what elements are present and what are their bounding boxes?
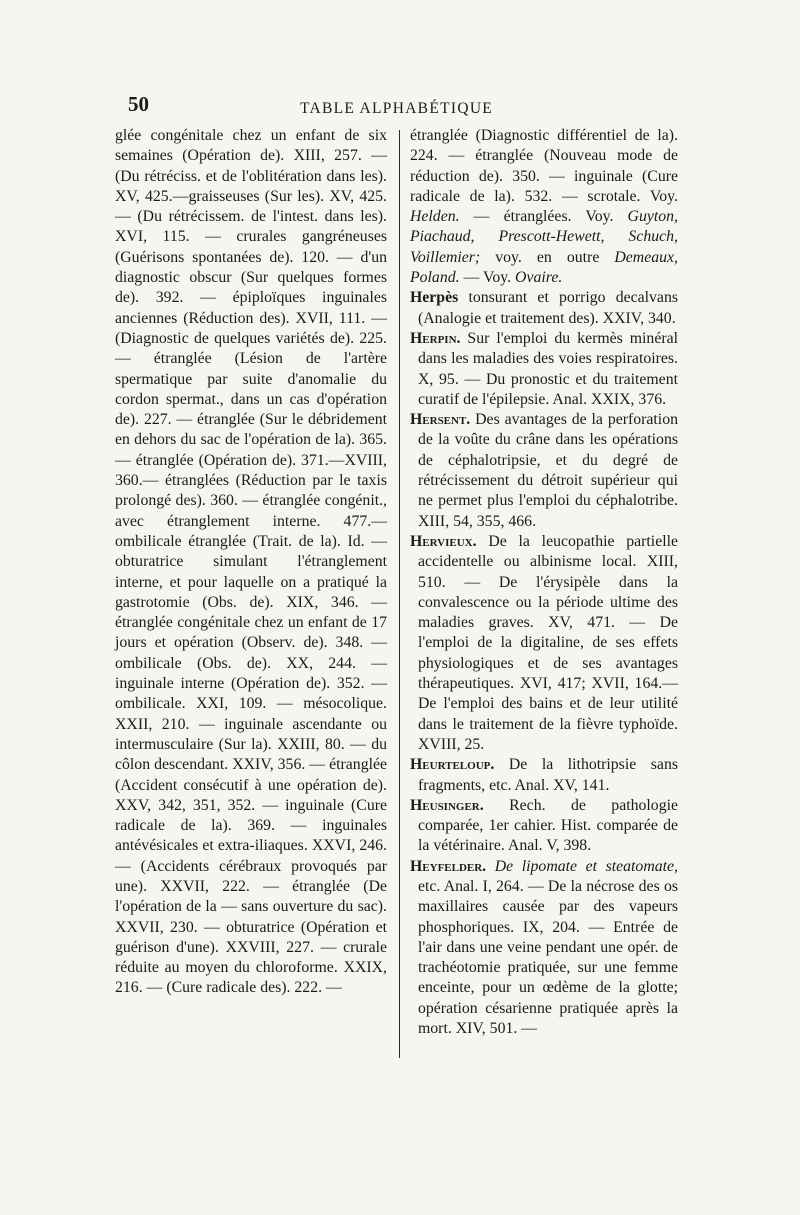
entry-headword: Herpin. (410, 329, 461, 347)
continuation-text-c: voy. en outre (480, 248, 615, 266)
entry-text: De la leucopathie partielle accidentelle ou albinisme local. XIII, 510. — De l'érysipèle dans la convalescence ou la période ultime des maladies graves. XV, 471. — De l'emploi de la digitaline, de ses effets physiologiques et de ses avantages thérapeutiques. XVI, 417; XVII, 164.—De l'emploi des bains et de leur utilité dans le traitement de la fièvre typhoïde. XVIII, 25. (418, 532, 678, 753)
entry-text: etc. Anal. I, 264. — De la nécrose des os maxillaires causée par des vapeurs phosphoriques. IX, 204. — Entrée de l'air dans une veine pendant une opér. de trachéotomie pratiquée, sur une femme enceinte, pour un œdème de la glotte; opération césarienne pratiquée après la mort. XIV, 501. — (418, 877, 678, 1038)
right-column (410, 126, 678, 1039)
entry-headword: Hervieux. (410, 532, 477, 550)
entry-text: Des avantages de la perforation de la voûte du crâne dans les opérations de céphalotripsie, et du degré de rétrécissement du détroit supérieur qui ne permet plus l'emploi du céphalotribe. XIII, 54, 355, 466. (418, 411, 678, 530)
entry-headword: Hersent. (410, 411, 471, 429)
index-entry-heurteloup (410, 755, 678, 796)
entry-text: De la lithotripsie sans fragments, etc. Anal. XV, 141. (418, 756, 678, 794)
index-entry-herpin (410, 329, 678, 410)
entry-headword: Heyfelder. (410, 857, 487, 875)
index-entry-heusinger (410, 796, 678, 857)
index-entry-hervieux (410, 532, 678, 755)
continuation-text-b: — étranglées. Voy. (459, 208, 628, 226)
continuation-paragraph (410, 126, 678, 288)
entry-text: Rech. de pathologie comparée, 1er cahier. Hist. comparée de la vétérinaire. Anal. V, 398. (418, 796, 678, 855)
page-number: 50 (128, 92, 149, 116)
index-entry-herpes (410, 288, 678, 329)
left-column (115, 126, 387, 999)
continuation-italic-3: Demeaux, Poland. (410, 248, 678, 287)
column-divider (399, 130, 400, 1058)
left-column-text: glée congénitale chez un enfant de six semaines (Opération de). XIII, 257. — (Du rétréciss. et de l'oblitération dans les). XV, 425.—graisseuses (Sur les). XV, 425. — (Du rétrécissem. de l'intest. dans les). XVI, 115. — crurales gangréneuses (Guérisons spontanées de). 120. — d'un diagnostic obscur (Sur quelques formes de). 392. — épiploïques inguinales anciennes (Réduction des). XVII, 111. — (Diagnostic de quelques variétés de). 225. — étranglée (Lésion de l'artère spermatique par suite d'anomalie du cordon spermat., dans un cas d'opération de). 227. — étranglée (Sur le débridement en dehors du sac de l'opération de la). 365. — étranglée (Opération de). 371.—XVIII, 360.— étranglées (Réduction par le taxis prolongé des). 360. — étranglée congénit., avec étranglement interne. 477.— ombilicale étranglée (Trait. de la). Id. — obturatrice simulant l'étranglement interne, et pour laquelle on a pratiqué la gastrotomie (Obs. de). XIX, 346. — étranglée congénitale chez un enfant de 17 jours et opération (Observ. de). 348. — ombilicale (Obs. de). XX, 244. — inguinale interne (Opération de). 352. — ombilicale. XXI, 109. — mésocolique. XXII, 210. — inguinale ascendante ou intermusculaire (Sur la). XXIII, 80. — du côlon descendant. XXIV, 356. — étranglée (Accident consécutif à une opération de). XXV, 342, 351, 352. — inguinale (Cure radicale de la). 369. — inguinales antévésicales et extra-iliaques. XXVI, 246. — (Accidents cérébraux provoqués par une). XXVII, 222. — étranglée (De l'opération de la — sans ouverture du sac). XXVII, 230. — obturatrice (Opération et guérison d'une). XXVIII, 227. — crurale réduite au moyen du chloroforme. XXIX, 216. — (Cure radicale des). 222. — (115, 127, 387, 997)
index-entry-heyfelder (410, 857, 678, 1040)
entry-text: tonsurant et porrigo decalvans (Analogie et traitement des). XXIV, 340. (418, 289, 678, 327)
continuation-italic-1: Helden. (410, 208, 460, 226)
entry-text: Sur l'emploi du kermès minéral dans les maladies des voies respiratoires. X, 95. — Du pronostic et du traitement curatif de l'épilepsie. Anal. XXIX, 376. (418, 329, 678, 408)
continuation-italic-2: Guyton, Piachaud, Prescott-Hewett, Schuch, Voillemier; (410, 208, 678, 266)
entry-italic-title: De lipomate et steatomate, (486, 857, 678, 875)
entry-headword: Heurteloup. (410, 756, 495, 774)
continuation-italic-4: Ovaire. (515, 269, 563, 287)
continuation-text-a: étranglée (Diagnostic différentiel de la). 224. — étranglée (Nouveau mode de réduction de). 350. — inguinale (Cure radicale de la). 532. — scrotale. Voy. (410, 127, 678, 205)
entry-headword: Herpès (410, 289, 459, 307)
continuation-text-d: — Voy. (459, 269, 516, 287)
entry-headword: Heusinger. (410, 796, 484, 814)
index-entry-hersent (410, 410, 678, 532)
running-title: TABLE ALPHABÉTIQUE (300, 100, 494, 117)
